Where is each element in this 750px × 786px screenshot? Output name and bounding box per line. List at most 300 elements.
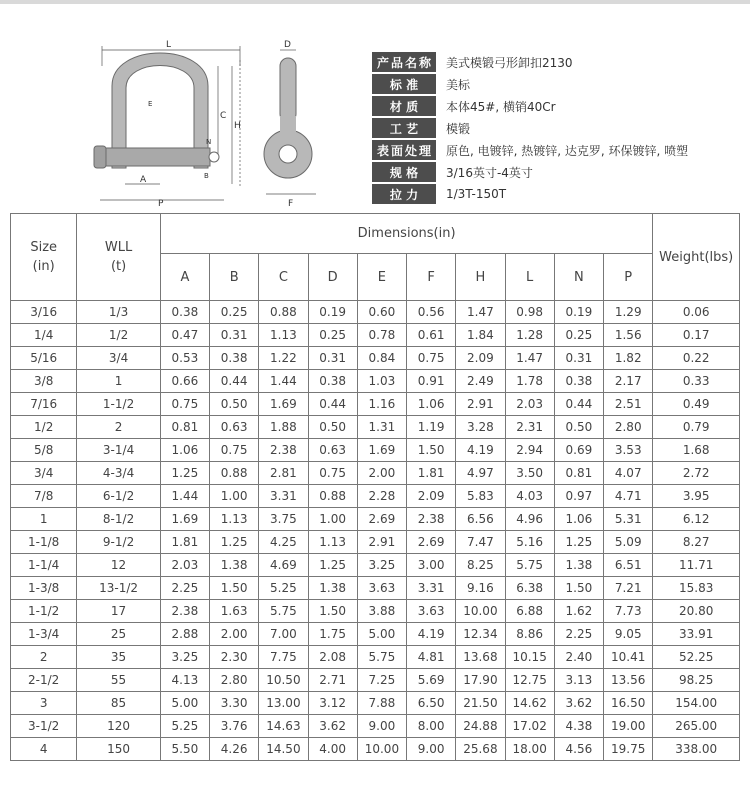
dimension-cell: 2.00 — [210, 623, 259, 646]
dimension-cell: 0.25 — [308, 324, 357, 347]
dimension-cell: 7.88 — [357, 692, 406, 715]
dimension-cell: 5.31 — [604, 508, 653, 531]
table-row — [11, 554, 740, 577]
dimension-cell: 0.61 — [407, 324, 456, 347]
dimension-cell: 1.06 — [554, 508, 603, 531]
dimension-cell: 0.50 — [554, 416, 603, 439]
dimension-cell: 0.44 — [554, 393, 603, 416]
size-cell: 5/8 — [11, 439, 77, 462]
dimension-cell: 2.03 — [505, 393, 554, 416]
wll-header-unit: (t) — [110, 259, 127, 274]
dimension-cell: 2.49 — [456, 370, 505, 393]
dimension-cell: 3.75 — [259, 508, 308, 531]
dimension-cell: 9.00 — [357, 715, 406, 738]
table-body — [11, 301, 740, 761]
table-row — [11, 669, 740, 692]
table-row — [11, 370, 740, 393]
wll-cell: 120 — [77, 715, 160, 738]
dimension-cell: 3.62 — [554, 692, 603, 715]
size-cell: 1-3/8 — [11, 577, 77, 600]
dimension-cell: 0.38 — [308, 370, 357, 393]
weight-cell: 265.00 — [653, 715, 740, 738]
table-row — [11, 531, 740, 554]
dimension-cell: 1.50 — [210, 577, 259, 600]
dimension-cell: 19.00 — [604, 715, 653, 738]
dim-column-header: C — [259, 254, 308, 301]
dimension-cell: 6.88 — [505, 600, 554, 623]
size-cell: 3/16 — [11, 301, 77, 324]
dimension-cell: 8.86 — [505, 623, 554, 646]
weight-cell: 11.71 — [653, 554, 740, 577]
dimension-cell: 0.81 — [160, 416, 209, 439]
dimension-cell: 2.88 — [160, 623, 209, 646]
dimension-cell: 2.40 — [554, 646, 603, 669]
dimension-cell: 2.31 — [505, 416, 554, 439]
dimension-cell: 7.21 — [604, 577, 653, 600]
label-d: D — [284, 40, 291, 50]
dimension-cell: 4.71 — [604, 485, 653, 508]
dimension-cell: 1.13 — [308, 531, 357, 554]
dimension-cell: 1.03 — [357, 370, 406, 393]
dimension-cell: 19.75 — [604, 738, 653, 761]
dimension-cell: 1.81 — [160, 531, 209, 554]
size-cell: 7/8 — [11, 485, 77, 508]
dimension-cell: 2.17 — [604, 370, 653, 393]
size-cell: 3 — [11, 692, 77, 715]
wll-cell: 3/4 — [77, 347, 160, 370]
dimension-cell: 0.84 — [357, 347, 406, 370]
dimension-cell: 1.00 — [308, 508, 357, 531]
dimension-cell: 2.00 — [357, 462, 406, 485]
wll-cell: 1/3 — [77, 301, 160, 324]
dimension-cell: 9.00 — [407, 738, 456, 761]
dimension-cell: 1.44 — [259, 370, 308, 393]
table-row — [11, 462, 740, 485]
size-cell: 5/16 — [11, 347, 77, 370]
dimension-cell: 4.19 — [456, 439, 505, 462]
table-row — [11, 485, 740, 508]
wll-cell: 6-1/2 — [77, 485, 160, 508]
dimension-cell: 4.19 — [407, 623, 456, 646]
table-row — [11, 646, 740, 669]
wll-cell: 1/2 — [77, 324, 160, 347]
dimension-cell: 0.97 — [554, 485, 603, 508]
spec-label: 拉 力 — [372, 184, 436, 204]
dimension-cell: 1.25 — [210, 531, 259, 554]
dimension-cell: 1.13 — [259, 324, 308, 347]
dim-column-header: H — [456, 254, 505, 301]
dimension-cell: 3.63 — [357, 577, 406, 600]
dimension-cell: 0.31 — [210, 324, 259, 347]
spec-row-standard — [372, 74, 742, 94]
label-a: A — [140, 175, 147, 185]
wll-cell: 9-1/2 — [77, 531, 160, 554]
dimension-cell: 0.31 — [554, 347, 603, 370]
label-p: P — [158, 199, 164, 209]
weight-cell: 0.17 — [653, 324, 740, 347]
dimension-cell: 5.00 — [357, 623, 406, 646]
weight-header: Weight(lbs) — [653, 214, 740, 301]
dimension-cell: 13.68 — [456, 646, 505, 669]
dimension-cell: 2.38 — [160, 600, 209, 623]
wll-cell: 85 — [77, 692, 160, 715]
dimension-cell: 0.75 — [160, 393, 209, 416]
dimension-cell: 1.82 — [604, 347, 653, 370]
dimension-cell: 10.50 — [259, 669, 308, 692]
dimension-cell: 8.25 — [456, 554, 505, 577]
wll-cell: 12 — [77, 554, 160, 577]
dimension-cell: 7.25 — [357, 669, 406, 692]
table-row — [11, 324, 740, 347]
dimension-cell: 4.97 — [456, 462, 505, 485]
weight-cell: 154.00 — [653, 692, 740, 715]
dimension-cell: 1.75 — [308, 623, 357, 646]
dimension-cell: 0.88 — [259, 301, 308, 324]
dimension-cell: 13.00 — [259, 692, 308, 715]
table-row — [11, 715, 740, 738]
spec-table — [372, 50, 742, 206]
label-b: B — [204, 172, 209, 180]
size-cell: 1/4 — [11, 324, 77, 347]
weight-cell: 338.00 — [653, 738, 740, 761]
dimension-cell: 0.56 — [407, 301, 456, 324]
dimension-cell: 7.00 — [259, 623, 308, 646]
dimension-cell: 0.47 — [160, 324, 209, 347]
dimension-cell: 2.69 — [357, 508, 406, 531]
weight-cell: 52.25 — [653, 646, 740, 669]
dimension-cell: 1.38 — [210, 554, 259, 577]
weight-cell: 2.72 — [653, 462, 740, 485]
dimension-cell: 0.38 — [554, 370, 603, 393]
table-row — [11, 738, 740, 761]
dimension-cell: 14.62 — [505, 692, 554, 715]
dimension-cell: 4.26 — [210, 738, 259, 761]
header-row — [11, 214, 740, 254]
dimension-cell: 1.50 — [407, 439, 456, 462]
weight-cell: 98.25 — [653, 669, 740, 692]
spec-label: 标 准 — [372, 74, 436, 94]
dimension-cell: 3.31 — [407, 577, 456, 600]
dimension-cell: 1.69 — [357, 439, 406, 462]
wll-cell: 150 — [77, 738, 160, 761]
dimension-cell: 2.38 — [407, 508, 456, 531]
label-e: E — [148, 100, 153, 108]
dimension-cell: 0.88 — [210, 462, 259, 485]
dimension-cell: 1.69 — [160, 508, 209, 531]
dimension-cell: 3.76 — [210, 715, 259, 738]
dimension-cell: 0.44 — [210, 370, 259, 393]
dimension-cell: 5.75 — [357, 646, 406, 669]
label-c: C — [220, 111, 227, 121]
wll-cell: 2 — [77, 416, 160, 439]
dimension-cell: 2.08 — [308, 646, 357, 669]
table-row — [11, 600, 740, 623]
dimension-cell: 8.00 — [407, 715, 456, 738]
dimension-cell: 3.50 — [505, 462, 554, 485]
label-f: F — [288, 199, 294, 209]
dimension-cell: 1.69 — [259, 393, 308, 416]
dimension-cell: 14.63 — [259, 715, 308, 738]
dimension-cell: 4.38 — [554, 715, 603, 738]
weight-cell: 15.83 — [653, 577, 740, 600]
spec-row-surface — [372, 140, 742, 160]
dimension-cell: 1.84 — [456, 324, 505, 347]
wll-cell: 4-3/4 — [77, 462, 160, 485]
size-cell: 1/2 — [11, 416, 77, 439]
dimension-cell: 10.00 — [357, 738, 406, 761]
dimension-cell: 0.50 — [210, 393, 259, 416]
dimension-cell: 25.68 — [456, 738, 505, 761]
dimension-cell: 3.53 — [604, 439, 653, 462]
wll-cell: 17 — [77, 600, 160, 623]
table-row — [11, 623, 740, 646]
dimension-cell: 0.98 — [505, 301, 554, 324]
size-cell: 3-1/2 — [11, 715, 77, 738]
table-row — [11, 508, 740, 531]
dimension-cell: 0.19 — [308, 301, 357, 324]
dimension-cell: 4.13 — [160, 669, 209, 692]
dimension-cell: 0.75 — [407, 347, 456, 370]
dimensions-header: Dimensions(in) — [160, 214, 653, 254]
dimension-cell: 12.75 — [505, 669, 554, 692]
weight-cell: 8.27 — [653, 531, 740, 554]
dim-column-header: B — [210, 254, 259, 301]
dim-column-header: A — [160, 254, 209, 301]
weight-cell: 20.80 — [653, 600, 740, 623]
dimension-cell: 0.19 — [554, 301, 603, 324]
dimension-cell: 0.88 — [308, 485, 357, 508]
table-row — [11, 439, 740, 462]
dimension-cell: 2.25 — [554, 623, 603, 646]
dimension-cell: 0.44 — [308, 393, 357, 416]
spec-value: 原色, 电镀锌, 热镀锌, 达克罗, 环保镀锌, 喷塑 — [446, 143, 689, 158]
dimension-cell: 2.69 — [407, 531, 456, 554]
dimension-cell: 6.56 — [456, 508, 505, 531]
dim-column-header: D — [308, 254, 357, 301]
dimension-cell: 0.25 — [554, 324, 603, 347]
dimension-cell: 21.50 — [456, 692, 505, 715]
dimension-cell: 7.47 — [456, 531, 505, 554]
dimension-cell: 4.56 — [554, 738, 603, 761]
dimension-cell: 9.05 — [604, 623, 653, 646]
dimension-cell: 12.34 — [456, 623, 505, 646]
dimension-cell: 0.63 — [210, 416, 259, 439]
dimension-cell: 6.51 — [604, 554, 653, 577]
dimension-cell: 1.25 — [160, 462, 209, 485]
dimension-cell: 2.25 — [160, 577, 209, 600]
dimension-cell: 9.16 — [456, 577, 505, 600]
dimension-cell: 3.28 — [456, 416, 505, 439]
dimension-cell: 2.71 — [308, 669, 357, 692]
dimension-cell: 0.63 — [308, 439, 357, 462]
dimension-cell: 0.75 — [210, 439, 259, 462]
size-header — [11, 214, 77, 301]
dimension-cell: 2.80 — [604, 416, 653, 439]
size-cell: 4 — [11, 738, 77, 761]
dimension-cell: 3.88 — [357, 600, 406, 623]
dim-column-header: N — [554, 254, 603, 301]
dimension-cell: 3.00 — [407, 554, 456, 577]
dim-column-header: F — [407, 254, 456, 301]
dimension-cell: 1.81 — [407, 462, 456, 485]
dimension-cell: 0.31 — [308, 347, 357, 370]
dimension-cell: 2.81 — [259, 462, 308, 485]
dimension-cell: 2.91 — [456, 393, 505, 416]
dim-column-header: E — [357, 254, 406, 301]
dimension-cell: 0.60 — [357, 301, 406, 324]
weight-cell: 3.95 — [653, 485, 740, 508]
dimension-cell: 5.75 — [259, 600, 308, 623]
dimension-cell: 1.29 — [604, 301, 653, 324]
spec-label: 材 质 — [372, 96, 436, 116]
dimension-cell: 17.90 — [456, 669, 505, 692]
dimension-cell: 4.07 — [604, 462, 653, 485]
dimension-cell: 3.25 — [357, 554, 406, 577]
dimension-cell: 1.78 — [505, 370, 554, 393]
dimension-cell: 4.81 — [407, 646, 456, 669]
wll-cell: 25 — [77, 623, 160, 646]
dimension-cell: 2.51 — [604, 393, 653, 416]
dimension-cell: 0.50 — [308, 416, 357, 439]
dimension-cell: 6.50 — [407, 692, 456, 715]
size-cell: 7/16 — [11, 393, 77, 416]
dimension-cell: 2.91 — [357, 531, 406, 554]
dimension-cell: 3.25 — [160, 646, 209, 669]
spec-value: 3/16英寸-4英寸 — [446, 165, 533, 180]
dimension-cell: 1.38 — [554, 554, 603, 577]
shackle-diagram — [90, 36, 360, 210]
dim-column-header: P — [604, 254, 653, 301]
weight-cell: 0.33 — [653, 370, 740, 393]
label-h: H — [234, 121, 241, 131]
table-row — [11, 347, 740, 370]
dimension-cell: 1.38 — [308, 577, 357, 600]
size-cell: 3/8 — [11, 370, 77, 393]
dimension-cell: 5.25 — [160, 715, 209, 738]
dimension-cell: 0.38 — [210, 347, 259, 370]
spec-value: 1/3T-150T — [446, 187, 507, 201]
dimension-cell: 1.50 — [554, 577, 603, 600]
dimension-cell: 1.06 — [407, 393, 456, 416]
spec-row-specification — [372, 162, 742, 182]
dimension-cell: 1.47 — [505, 347, 554, 370]
dimension-cell: 4.69 — [259, 554, 308, 577]
size-cell: 1-1/2 — [11, 600, 77, 623]
size-cell: 3/4 — [11, 462, 77, 485]
dimension-cell: 0.53 — [160, 347, 209, 370]
spec-row-material — [372, 96, 742, 116]
weight-cell: 1.68 — [653, 439, 740, 462]
dimension-cell: 4.00 — [308, 738, 357, 761]
dimension-cell: 1.28 — [505, 324, 554, 347]
dimension-cell: 4.25 — [259, 531, 308, 554]
dimension-cell: 1.13 — [210, 508, 259, 531]
spec-row-tension — [372, 184, 742, 204]
wll-header-label: WLL — [104, 240, 133, 255]
table-row — [11, 416, 740, 439]
dimension-cell: 1.16 — [357, 393, 406, 416]
dimension-cell: 2.09 — [456, 347, 505, 370]
dimension-cell: 4.96 — [505, 508, 554, 531]
dimension-cell: 1.22 — [259, 347, 308, 370]
dimensions-table — [10, 213, 740, 761]
dimension-cell: 10.15 — [505, 646, 554, 669]
dimension-cell: 3.30 — [210, 692, 259, 715]
table-row — [11, 301, 740, 324]
wll-header — [77, 214, 160, 301]
spec-label: 产品名称 — [372, 52, 436, 72]
dimension-cell: 1.88 — [259, 416, 308, 439]
dimension-cell: 17.02 — [505, 715, 554, 738]
dimension-cell: 2.28 — [357, 485, 406, 508]
size-cell: 1-1/8 — [11, 531, 77, 554]
dimension-cell: 2.94 — [505, 439, 554, 462]
wll-cell: 1 — [77, 370, 160, 393]
dimension-cell: 7.75 — [259, 646, 308, 669]
dimension-cell: 0.78 — [357, 324, 406, 347]
spec-row-process — [372, 118, 742, 138]
dimension-cell: 5.00 — [160, 692, 209, 715]
dimension-cell: 2.38 — [259, 439, 308, 462]
dimension-cell: 5.50 — [160, 738, 209, 761]
label-l: L — [166, 40, 172, 50]
dimension-cell: 16.50 — [604, 692, 653, 715]
dimension-cell: 24.88 — [456, 715, 505, 738]
wll-cell: 35 — [77, 646, 160, 669]
dimension-cell: 1.44 — [160, 485, 209, 508]
dimension-cell: 5.09 — [604, 531, 653, 554]
size-cell: 1-1/4 — [11, 554, 77, 577]
dimension-cell: 5.83 — [456, 485, 505, 508]
weight-cell: 0.06 — [653, 301, 740, 324]
table-row — [11, 577, 740, 600]
dimension-cell: 2.80 — [210, 669, 259, 692]
weight-cell: 0.22 — [653, 347, 740, 370]
dimension-cell: 1.47 — [456, 301, 505, 324]
weight-cell: 6.12 — [653, 508, 740, 531]
dimension-cell: 5.25 — [259, 577, 308, 600]
spec-value: 美标 — [446, 77, 471, 92]
table-row — [11, 393, 740, 416]
dimension-cell: 1.50 — [308, 600, 357, 623]
dimension-cell: 0.75 — [308, 462, 357, 485]
spec-value: 美式模锻弓形卸扣2130 — [446, 55, 573, 70]
size-header-label: Size — [30, 240, 58, 255]
dimension-cell: 0.66 — [160, 370, 209, 393]
spec-label: 工 艺 — [372, 118, 436, 138]
weight-cell: 33.91 — [653, 623, 740, 646]
dimension-cell: 1.25 — [554, 531, 603, 554]
dimension-cell: 4.03 — [505, 485, 554, 508]
dimension-cell: 3.62 — [308, 715, 357, 738]
dimension-cell: 14.50 — [259, 738, 308, 761]
dimension-cell: 1.56 — [604, 324, 653, 347]
dimension-cell: 1.00 — [210, 485, 259, 508]
dimension-cell: 7.73 — [604, 600, 653, 623]
wll-cell: 55 — [77, 669, 160, 692]
dimension-cell: 5.16 — [505, 531, 554, 554]
dimension-cell: 0.38 — [160, 301, 209, 324]
dimension-cell: 5.69 — [407, 669, 456, 692]
dimension-cell: 13.56 — [604, 669, 653, 692]
table-row — [11, 692, 740, 715]
size-header-unit: (in) — [32, 259, 55, 274]
dimension-cell: 0.91 — [407, 370, 456, 393]
dimension-cell: 2.30 — [210, 646, 259, 669]
wll-cell: 3-1/4 — [77, 439, 160, 462]
dimension-cell: 6.38 — [505, 577, 554, 600]
dimension-cell: 0.81 — [554, 462, 603, 485]
